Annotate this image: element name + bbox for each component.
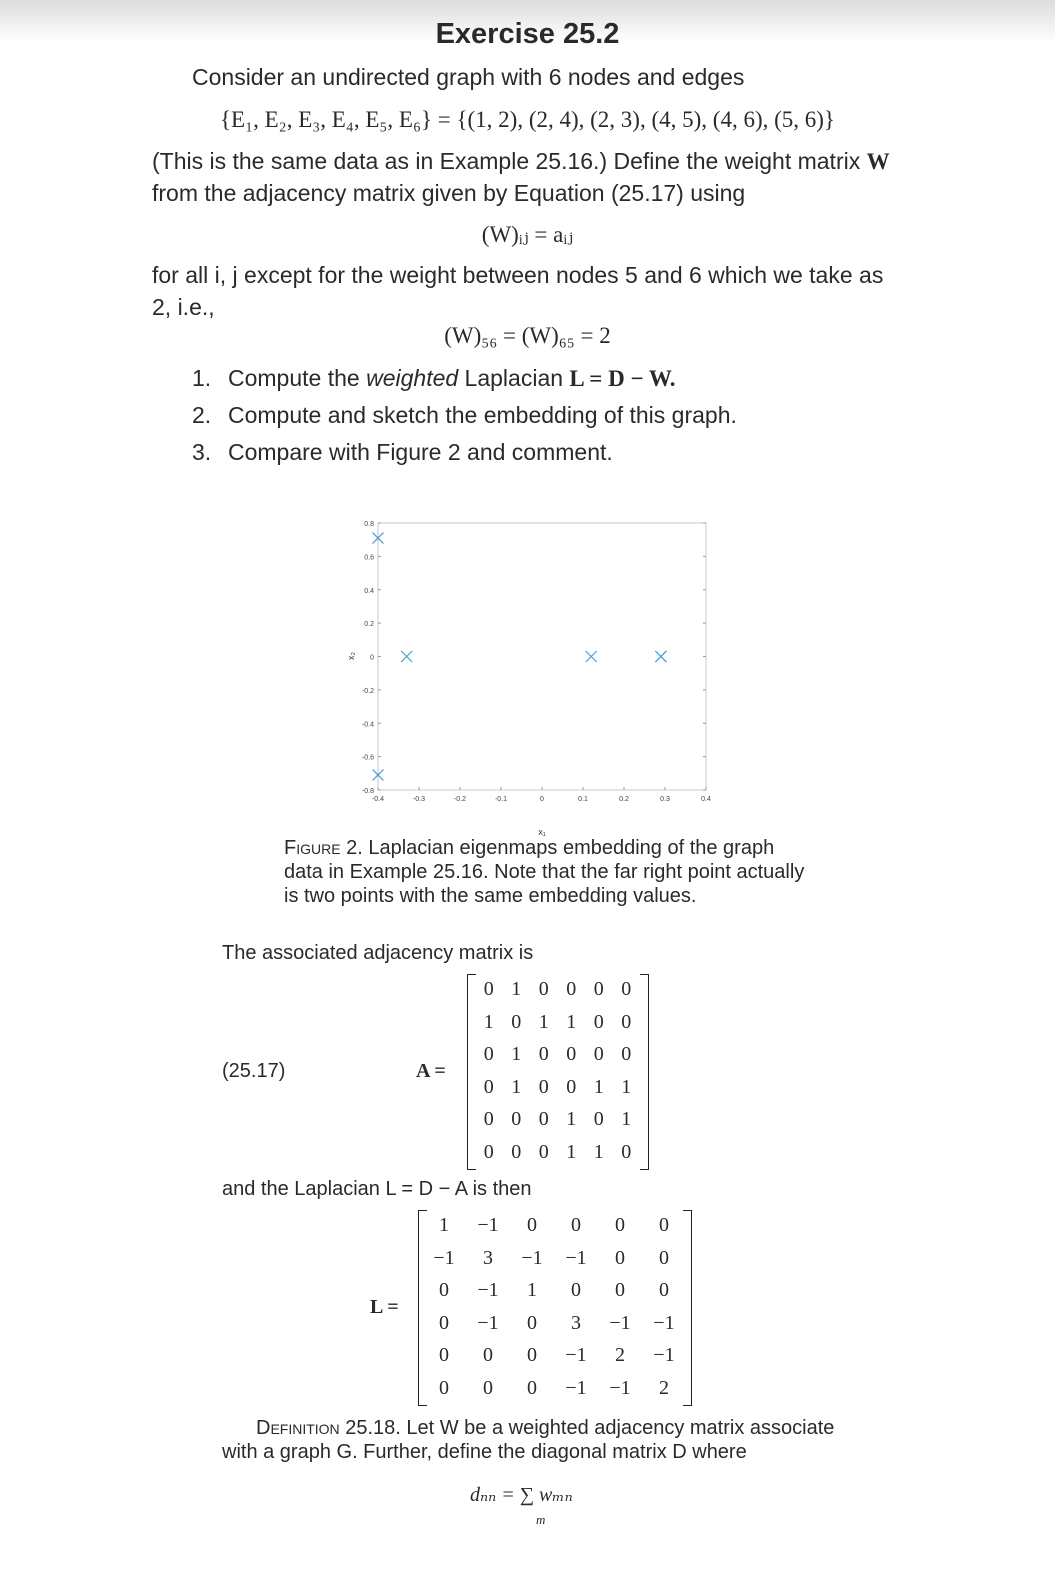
matrix-cell: −1 [565, 1376, 587, 1399]
matrix-cell: 0 [538, 978, 549, 1000]
matrix-cell: 0 [571, 1214, 581, 1236]
right-bracket [640, 974, 649, 1170]
x-tick-labels [372, 787, 711, 803]
matrix-cell: 0 [593, 1010, 604, 1033]
figure-caption-line-3: is two points with the same embedding values. [284, 885, 697, 907]
matrix-cell: 1 [439, 1214, 449, 1236]
matrix-cell: 0 [621, 1043, 632, 1065]
matrix-cell: 0 [566, 1043, 577, 1065]
matrix-cell: 0 [593, 978, 604, 1000]
figure-caption-line-2: data in Example 25.16. Note that the far right point actually [284, 861, 805, 883]
matrix-cell: −1 [477, 1311, 499, 1334]
scatter-points [373, 533, 667, 781]
matrix-cell: 3 [483, 1246, 493, 1269]
intro-line: Consider an undirected graph with 6 nodes and edges [192, 64, 745, 90]
matrix-cell: 0 [659, 1279, 669, 1301]
matrix-cell: 0 [538, 1140, 549, 1163]
y-tick-label: -0.8 [361, 788, 374, 795]
matrix-cell: 0 [511, 1140, 522, 1163]
matrix-cell: 0 [593, 1108, 604, 1130]
y-tick-label: -0.4 [361, 721, 374, 729]
equation-label: (25.17) [222, 1060, 286, 1082]
matrix-cell: 0 [621, 1010, 632, 1033]
x-tick-label: 0 [540, 796, 544, 803]
matrix-cell: 1 [621, 1075, 632, 1098]
matrix-cell: −1 [521, 1246, 543, 1269]
x-axis-label: x₁ [538, 827, 546, 837]
matrix-cell: 0 [615, 1279, 625, 1301]
matrix-cell: 0 [538, 1075, 549, 1098]
exercise-title: Exercise 25.2 [435, 18, 620, 50]
edges-equation: {E₁, E₂, E₃, E₄, E₅, E₆} = {(1, 2), (2, 4), (2, 3), (4, 5), (4, 6), (5, 6)} [220, 107, 835, 132]
except-line-1: for all i, j except for the weight between nodes 5 and 6 which we take as [152, 262, 884, 288]
matrix-cell: 1 [566, 1140, 577, 1163]
matrix-cell: −1 [609, 1376, 631, 1399]
matrix-cell: −1 [565, 1344, 587, 1366]
scatter-point [401, 651, 412, 662]
matrix-cell: 0 [659, 1246, 669, 1269]
y-tick-labels [362, 521, 706, 795]
matrix-cell: 0 [621, 1140, 632, 1163]
matrix-cell: 0 [439, 1344, 449, 1366]
y-tick-label: 0.6 [364, 554, 374, 562]
y-tick-label: 0.2 [364, 621, 374, 629]
adjacency-intro: The associated adjacency matrix is [222, 942, 534, 964]
definition-formula: dₙₙ = ∑ wₘₙ [470, 1484, 573, 1506]
matrix-cell: 0 [527, 1344, 537, 1366]
matrix-cell: −1 [433, 1246, 455, 1269]
matrix-cell: 0 [538, 1108, 549, 1130]
task-3: 3. Compare with Figure 2 and comment. [192, 439, 613, 465]
matrix-cell: 1 [593, 1140, 604, 1163]
laplacian-intro: and the Laplacian L = D − A is then [222, 1178, 532, 1200]
matrix-cell: −1 [653, 1311, 675, 1334]
matrix-cell: 0 [483, 1075, 494, 1098]
definition-line-2: with a graph G. Further, define the diagonal matrix D where [222, 1441, 747, 1463]
matrix-cell: 1 [483, 1010, 494, 1033]
matrix-cell: 0 [615, 1246, 625, 1269]
matrix-cell: 1 [511, 1075, 522, 1098]
matrix-cell: 1 [511, 978, 522, 1000]
matrix-cell: −1 [609, 1311, 631, 1334]
matrix-cell: 0 [483, 1344, 493, 1366]
embedding-scatter-plot [330, 505, 730, 845]
adjacency-lhs: A = [416, 1060, 446, 1082]
definition-line-1: Definition 25.18. Let W be a weighted adjacency matrix associate [256, 1417, 835, 1439]
task-2: 2. Compute and sketch the embedding of this graph. [192, 402, 737, 428]
scatter-point [655, 651, 666, 662]
matrix-cell: 0 [439, 1279, 449, 1301]
matrix-cell: 0 [566, 1075, 577, 1098]
definition-formula-sub: m [536, 1512, 546, 1527]
matrix-cell: 1 [527, 1279, 537, 1301]
x-tick-label: -0.2 [453, 796, 467, 803]
matrix-cell: 0 [483, 1140, 494, 1163]
matrix-cell: 0 [511, 1010, 522, 1033]
matrix-cell: 2 [615, 1344, 625, 1366]
matrix-cell: 0 [527, 1214, 537, 1236]
matrix-cell: 0 [615, 1214, 625, 1236]
matrix-cell: 0 [538, 1043, 549, 1065]
matrix-cell: 1 [566, 1010, 577, 1033]
w56-equation: (W)₅₆ = (W)₆₅ = 2 [444, 323, 611, 348]
x-tick-label: -0.3 [412, 796, 426, 803]
matrix-cell: 0 [566, 978, 577, 1000]
laplacian-matrix [418, 1210, 692, 1406]
matrix-cell: 0 [439, 1311, 449, 1334]
x-tick-label: -0.4 [371, 796, 385, 803]
paragraph-line-1: (This is the same data as in Example 25.16.) Define the weight matrix W [152, 148, 890, 174]
x-tick-label: 0.3 [660, 796, 670, 803]
x-tick-label: 0.4 [701, 796, 711, 803]
paragraph-line-2: from the adjacency matrix given by Equation (25.17) using [152, 180, 746, 206]
matrix-cell: 1 [511, 1043, 522, 1065]
matrix-cell: 0 [483, 1043, 494, 1065]
y-tick-label: 0 [370, 654, 374, 662]
matrix-cell: 2 [659, 1376, 669, 1399]
y-tick-label: -0.6 [361, 754, 374, 762]
laplacian-lhs: L = [370, 1296, 399, 1318]
matrix-cell: 0 [659, 1214, 669, 1236]
matrix-cell: 0 [527, 1376, 537, 1399]
matrix-cell: 0 [439, 1376, 449, 1399]
x-tick-label: -0.1 [494, 796, 508, 803]
matrix-cell: 1 [538, 1010, 549, 1033]
matrix-cell: 3 [571, 1311, 581, 1334]
scatter-point [586, 651, 597, 662]
adjacency-matrix [467, 974, 649, 1170]
weight-equation: (W)ᵢⱼ = aᵢⱼ [481, 222, 574, 247]
y-tick-label: 0.4 [364, 587, 374, 595]
matrix-cell: 1 [593, 1075, 604, 1098]
matrix-cell: 0 [527, 1311, 537, 1334]
x-tick-label: 0.1 [578, 796, 588, 803]
matrix-cell: −1 [477, 1214, 499, 1236]
matrix-cell: 0 [483, 978, 494, 1000]
y-axis-label: x₂ [346, 652, 356, 660]
except-line-2: 2, i.e., [152, 294, 215, 320]
x-tick-label: 0.2 [619, 796, 629, 803]
matrix-cell: 1 [566, 1108, 577, 1130]
figure-caption-line-1: Figure 2. Laplacian eigenmaps embedding of the graph [284, 837, 775, 859]
plot-frame [378, 523, 706, 790]
matrix-cell: 0 [483, 1108, 494, 1130]
y-tick-label: 0.8 [364, 521, 374, 528]
matrix-cell: −1 [565, 1246, 587, 1269]
matrix-cell: 0 [571, 1279, 581, 1301]
matrix-cell: 0 [511, 1108, 522, 1130]
matrix-cell: 0 [483, 1376, 493, 1399]
matrix-cell: −1 [477, 1279, 499, 1301]
matrix-cell: 0 [593, 1043, 604, 1065]
matrix-cell: 0 [621, 978, 632, 1000]
y-tick-label: -0.2 [361, 687, 374, 695]
matrix-cell: −1 [653, 1344, 675, 1366]
task-1: 1. Compute the weighted Laplacian L = D − W. [192, 365, 676, 391]
matrix-cell: 1 [621, 1108, 632, 1130]
